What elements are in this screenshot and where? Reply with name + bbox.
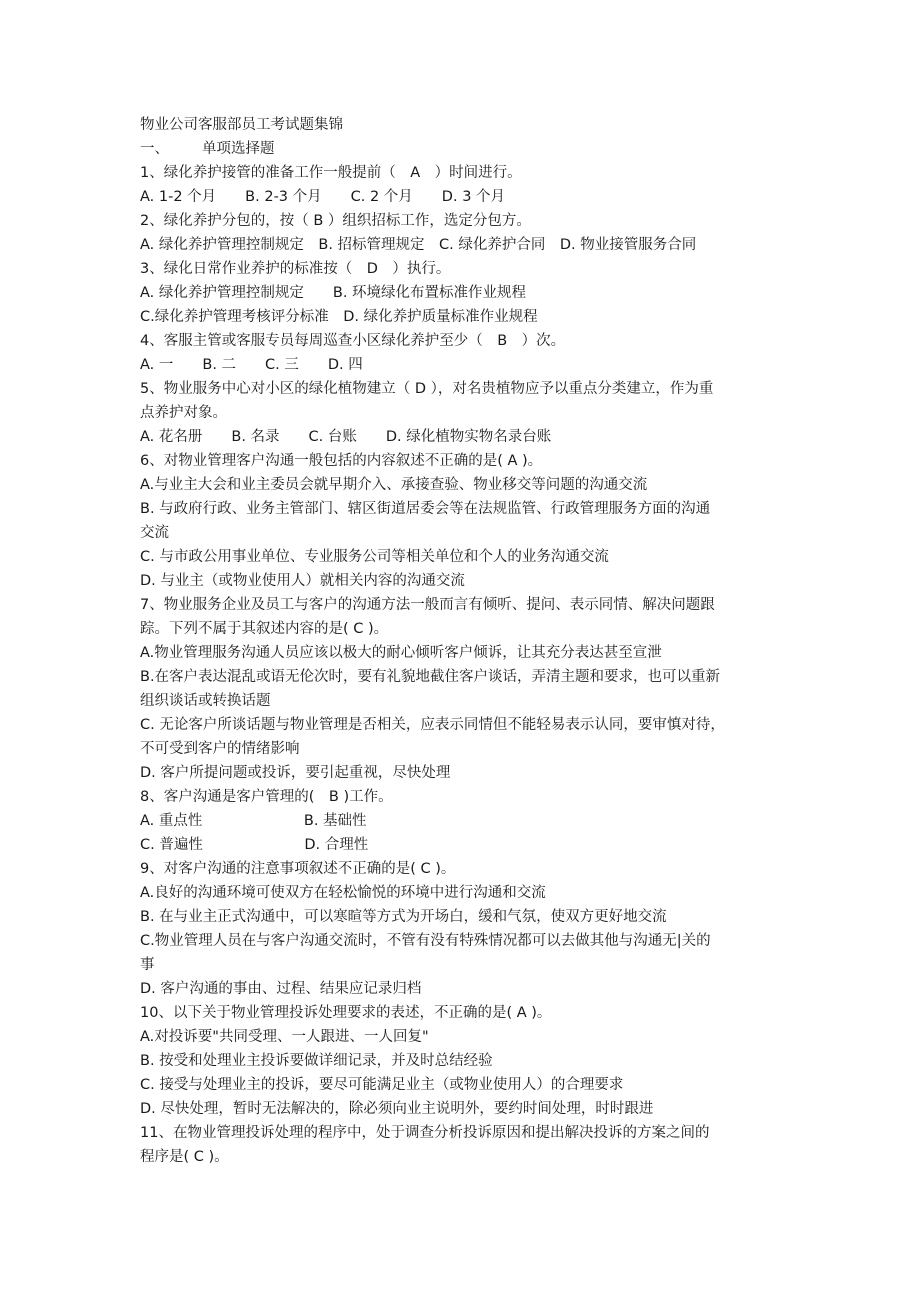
text-line: A.物业管理服务沟通人员应该以极大的耐心倾听客户倾诉，让其充分表达甚至宣泄 [140, 645, 662, 661]
text-line: 1、绿化养护接管的准备工作一般提前（ A ）时间进行。 [140, 165, 522, 181]
text-line: D. 与业主（或物业使用人）就相关内容的沟通交流 [140, 573, 465, 589]
text-line: C.物业管理人员在与客户沟通交流时，不管有没有特殊情况都可以去做其他与沟通无|关的 [140, 933, 711, 949]
text-line: B. 按受和处理业主投诉要做详细记录，并及时总结经验 [140, 1053, 493, 1069]
text-line: C. 与市政公用事业单位、专业服务公司等相关单位和个人的业务沟通交流 [140, 549, 609, 565]
text-line: 5、物业服务中心对小区的绿化植物建立（ D ），对名贵植物应予以重点分类建立，作为重 [140, 381, 714, 397]
text-line: 交流 [140, 525, 169, 541]
text-line: 11、在物业管理投诉处理的程序中，处于调查分析投诉原因和提出解决投诉的方案之间的 [140, 1125, 710, 1141]
text-line: D. 尽快处理，暂时无法解决的，除必须向业主说明外，要约时间处理，时时跟进 [140, 1101, 654, 1117]
text-line: B. 与政府行政、业务主管部门、辖区街道居委会等在法规监管、行政管理服务方面的沟通 [140, 501, 711, 517]
text-line: A.与业主大会和业主委员会就早期介入、承接查验、物业移交等问题的沟通交流 [140, 477, 648, 493]
text-line: A. 1-2 个月 B. 2-3 个月 C. 2 个月 D. 3 个月 [140, 189, 506, 205]
document-page [140, 113, 790, 1169]
text-line: B.在客户表达混乱或语无伦次时，要有礼貌地截住客户谈话，弄清主题和要求，也可以重新 [140, 669, 721, 685]
text-line: B. 在与业主正式沟通中，可以寒暄等方式为开场白，缓和气氛，使双方更好地交流 [140, 909, 667, 925]
text-line: A. 花名册 B. 名录 C. 台账 D. 绿化植物实物名录台账 [140, 429, 552, 445]
text-line: C.绿化养护管理考核评分标准 D. 绿化养护质量标准作业规程 [140, 309, 538, 325]
text-line: A. 重点性 B. 基础性 [140, 813, 367, 829]
text-line: 2、绿化养护分包的，按（ B ）组织招标工作，选定分包方。 [140, 213, 531, 229]
text-line: 4、客服主管或客服专员每周巡查小区绿化养护至少（ B ）次。 [140, 333, 566, 349]
text-line: 程序是( C )。 [140, 1149, 229, 1165]
text-line: 踪。下列不属于其叙述内容的是( C )。 [140, 621, 389, 637]
text-line: C. 普遍性 D. 合理性 [140, 837, 369, 853]
question-list [140, 161, 790, 1169]
text-line: A. 一 B. 二 C. 三 D. 四 [140, 357, 363, 373]
text-line: 3、绿化日常作业养护的标准按（ D ）执行。 [140, 261, 451, 277]
text-line: C. 无论客户所谈话题与物业管理是否相关，应表示同情但不能轻易表示认同，要审慎对待， [140, 717, 725, 733]
text-line: A. 绿化养护管理控制规定 B. 环境绿化布置标准作业规程 [140, 285, 527, 301]
text-line: C. 接受与处理业主的投诉，要尽可能满足业主（或物业使用人）的合理要求 [140, 1077, 624, 1093]
text-line: 点养护对象。 [140, 405, 227, 421]
text-line: D. 客户沟通的事由、过程、结果应记录归档 [140, 981, 422, 997]
text-line: A.对投诉要"共同受理、一人跟进、一人回复" [140, 1029, 429, 1045]
text-line: A. 绿化养护管理控制规定 B. 招标管理规定 C. 绿化养护合同 D. 物业接管服务合同 [140, 237, 697, 253]
text-line: 9、对客户沟通的注意事项叙述不正确的是( C )。 [140, 861, 456, 877]
section-name: 单项选择题 [202, 141, 275, 157]
section-number: 一、 [140, 141, 169, 157]
text-line: 6、对物业管理客户沟通一般包括的内容叙述不正确的是( A )。 [140, 453, 543, 469]
text-line: D. 客户所提问题或投诉，要引起重视，尽快处理 [140, 765, 451, 781]
text-line: 事 [140, 957, 155, 973]
text-line: 7、物业服务企业及员工与客户的沟通方法一般而言有倾听、提问、表示同情、解决问题跟 [140, 597, 715, 613]
text-line: A.良好的沟通环境可使双方在轻松愉悦的环境中进行沟通和交流 [140, 885, 546, 901]
text-line: 不可受到客户的情绪影响 [140, 741, 300, 757]
text-line: 8、客户沟通是客户管理的( B )工作。 [140, 789, 393, 805]
document-title: 物业公司客服部员工考试题集锦 [140, 117, 343, 133]
text-line: 10、以下关于物业管理投诉处理要求的表述，不正确的是( A )。 [140, 1005, 552, 1021]
text-line: 组织谈话或转换话题 [140, 693, 271, 709]
section-heading [140, 137, 790, 161]
